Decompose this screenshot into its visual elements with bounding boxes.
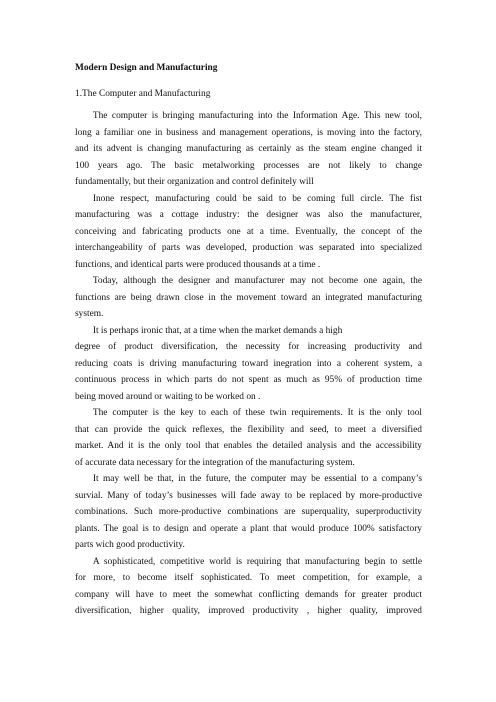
text-line: and its advent is changing manufacturing as certainly as the steam engine changed it <box>75 144 422 154</box>
paragraph <box>75 191 422 274</box>
section-heading: 1.The Computer and Manufacturing <box>75 89 211 99</box>
text-line: It is perhaps ironic that, at a time when the market demands a high <box>92 325 343 336</box>
text-line: A sophisticated, competitive world is requiring that manufacturing begin to settle <box>92 556 422 567</box>
text-line: The computer is bringing manufacturing into the Information Age. This new tool, <box>92 111 422 121</box>
text-line: survial. Many of today’s businesses will fade away to be replaced by more-productive <box>75 490 422 501</box>
paragraph <box>75 554 422 620</box>
text-line: interchangeability of parts was developed, production was separated into specialized <box>75 243 422 253</box>
text-line: It may well be that, in the future, the computer may be essential to a company’s <box>92 474 422 484</box>
document-title: Modern Design and Manufacturing <box>75 63 218 73</box>
text-line: 100 years ago. The basic metalworking processes are not likely to change <box>75 160 422 171</box>
text-line: long a familiar one in business and management operations, is moving into the factory, <box>75 127 422 138</box>
document-page <box>75 62 422 620</box>
text-line: continuous process in which parts do not spent as much as 95% of production time <box>75 375 422 385</box>
text-line: fundamentally, but their organization and control definitely will <box>75 177 314 187</box>
text-line: manufacturing was a cottage industry: the designer was also the manufacturer, <box>75 210 422 220</box>
text-line: The computer is the key to each of these twin requirements. It is the only tool <box>92 408 422 418</box>
text-line: of accurate data necessary for the integration of the manufacturing system. <box>75 457 355 468</box>
text-line: for more, to become itself sophisticated. To meet competition, for example, a <box>75 573 422 583</box>
text-line: being moved around or waiting to be worked on . <box>75 391 261 402</box>
paragraph <box>75 405 422 471</box>
paragraph <box>75 273 422 323</box>
text-line: functions, and identical parts were produced thousands at a time . <box>75 259 321 270</box>
text-line: combinations. Such more-productive combinations are superquality, superproductivity <box>75 507 422 517</box>
text-line: market. And it is the only tool that enables the detailed analysis and the accessibility <box>75 441 422 451</box>
text-line: reducing coats is driving manufacturing toward inegration into a coherent system, a <box>75 358 422 369</box>
text-line: diversification, higher quality, improved productivity , higher quality, improved <box>75 606 422 616</box>
text-line: plants. The goal is to design and operate a plant that would produce 100% satisfactory <box>75 523 422 534</box>
paragraph <box>75 339 422 405</box>
text-line: Today, although the designer and manufacturer may not become one again, the <box>92 276 422 286</box>
paragraph <box>75 108 422 191</box>
text-line: degree of product diversification, the necessity for increasing productivity and <box>75 342 422 352</box>
text-line: system. <box>75 309 104 319</box>
text-line: conceiving and fabricating products one at a time. Eventually, the concept of the <box>75 226 422 237</box>
paragraph <box>75 323 422 340</box>
text-line: functions are being drawn close in the movement toward an integrated manufacturing <box>75 292 422 303</box>
document-body <box>75 108 422 620</box>
text-line: parts wich good productivity. <box>75 540 185 550</box>
text-line: that can provide the quick reflexes, the flexibility and seed, to meet a diversified <box>75 424 422 435</box>
text-line: company will have to meet the somewhat conflicting demands for greater product <box>75 589 422 600</box>
paragraph <box>75 471 422 554</box>
text-line: Inone respect, manufacturing could be said to be coming full circle. The fist <box>92 193 422 204</box>
